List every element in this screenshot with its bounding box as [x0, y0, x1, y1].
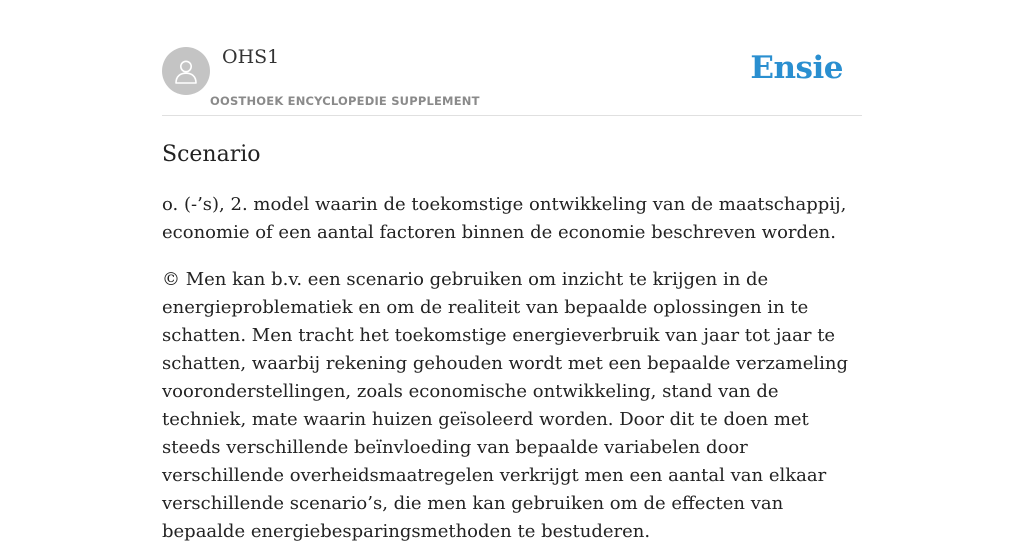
article-container — [162, 46, 862, 546]
article-title: Scenario — [162, 142, 261, 167]
explanation-paragraph: © Men kan b.v. een scenario gebruiken om inzicht te krijgen in de energieproblematiek en om de realiteit van bepaalde oplossingen in te schatten. Men tracht het toekomstige energieverbruik van jaar tot jaar te schatten, waarbij rekening gehouden wordt met een bepaalde verzameling vooronderstellingen, zoals economische ontwikkeling, stand van de techniek, mate waarin huizen geïsoleerd worden. Door dit te doen met steeds verschillende beïnvloeding van bepaalde variabelen door verschillende overheidsmaatregelen verkrijgt men een aantal van elkaar verschillende scenario’s, die men kan gebruiken om de effecten van bepaalde energiebesparingsmethoden te bestuderen. — [162, 269, 848, 542]
user-outline-icon — [172, 57, 200, 85]
definition-paragraph: o. (-’s), 2. model waarin de toekomstige ontwikkeling van de maatschappij, economie of een aantal factoren binnen de economie beschreven worden. — [162, 194, 847, 243]
avatar[interactable] — [162, 47, 210, 95]
source-label[interactable]: OOSTHOEK ENCYCLOPEDIE SUPPLEMENT — [210, 94, 480, 108]
brand-logo[interactable]: Ensie — [750, 50, 843, 86]
author-name[interactable]: OHS1 — [222, 46, 280, 68]
article-header — [162, 46, 862, 116]
